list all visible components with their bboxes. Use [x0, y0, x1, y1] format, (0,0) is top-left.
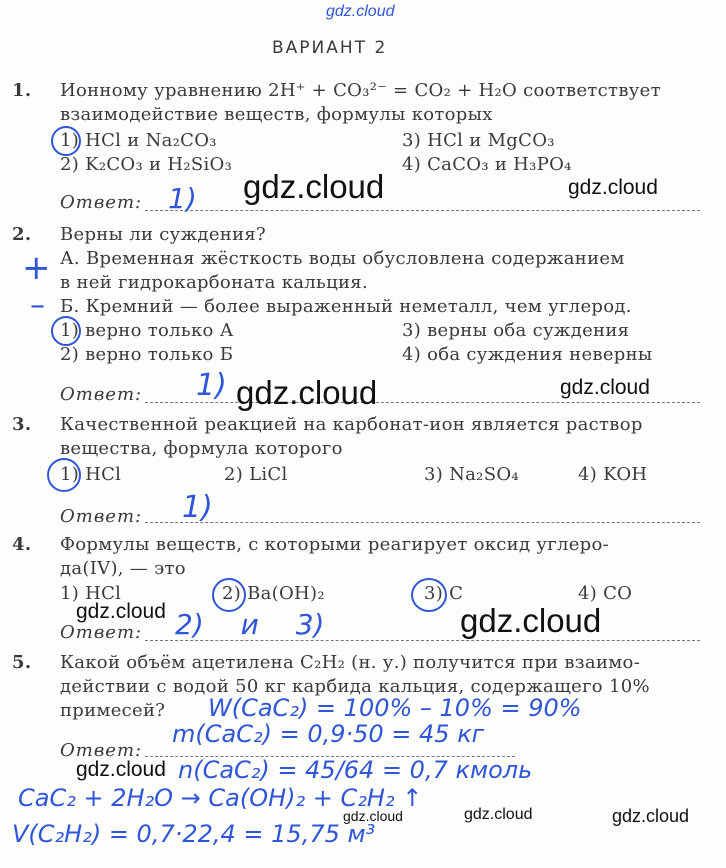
- question-5-handwritten-line-1: W(CaC₂) = 100% – 10% = 90%: [208, 694, 582, 722]
- question-4-handwritten-answer: 2) и 3): [175, 608, 325, 641]
- question-2-minus-mark: –: [30, 288, 45, 323]
- question-1-line-1: Ионному уравнению 2H⁺ + CO₃²⁻ = CO₂ + H₂O соответствует: [60, 80, 661, 101]
- question-5-handwritten-line-3: n(CaC₂) = 45/64 = 0,7 кмоль: [178, 756, 533, 784]
- question-3-line-2: вещества, формула которого: [60, 438, 343, 459]
- question-4-option-1: 1) HCl: [60, 583, 122, 604]
- question-5-answer-label: Ответ:: [60, 740, 143, 761]
- top-watermark: gdz.cloud: [326, 3, 395, 20]
- question-1-option-1: 1) HCl и Na₂CO₃: [60, 130, 217, 151]
- question-5-handwritten-line-5: V(C₂H₂) = 0,7·22,4 = 15,75 м³: [12, 820, 376, 848]
- question-2-line-3: в ней гидрокарбоната кальция.: [60, 272, 368, 293]
- question-2-line-1: Верны ли суждения?: [60, 224, 266, 245]
- question-3-option-2: 2) LiCl: [224, 464, 288, 485]
- question-4-option-3: 3) C: [424, 583, 464, 604]
- question-4-line-2: да(IV), — это: [60, 558, 186, 579]
- question-2-answer-line: [145, 402, 700, 403]
- question-2-selected-circle: [51, 316, 81, 346]
- question-5-handwritten-line-4: CaC₂ + 2H₂O → Ca(OH)₂ + C₂H₂ ↑: [18, 784, 423, 812]
- question-1-option-4: 4) CaCO₃ и H₃PO₄: [402, 154, 572, 175]
- question-3-option-3: 3) Na₂SO₄: [424, 464, 519, 485]
- question-3-selected-circle: [47, 458, 81, 492]
- question-3-option-1: 1) HCl: [60, 464, 122, 485]
- question-1-answer-label: Ответ:: [60, 192, 143, 213]
- question-4-line-1: Формулы веществ, с которыми реагирует оксид углеро-: [60, 534, 610, 555]
- question-2-line-4: Б. Кремний — более выраженный неметалл, чем углерод.: [60, 296, 632, 317]
- question-4-number: 4.: [12, 534, 32, 555]
- watermark-7: gdz.cloud: [76, 758, 166, 781]
- question-1-option-2: 2) K₂CO₃ и H₂SiO₃: [60, 154, 233, 175]
- question-4-option-2: 2) Ba(OH)₂: [222, 583, 325, 604]
- question-1-answer-line: [145, 210, 700, 211]
- question-1-number: 1.: [12, 80, 32, 101]
- question-4-option-4: 4) CO: [578, 583, 633, 604]
- question-3-handwritten-answer: 1): [182, 490, 213, 525]
- question-5-number: 5.: [12, 652, 32, 673]
- question-2-number: 2.: [12, 224, 32, 245]
- question-4-answer-label: Ответ:: [60, 622, 143, 643]
- question-3-answer-line: [145, 522, 700, 523]
- page-title: ВАРИАНТ 2: [272, 38, 388, 58]
- question-3-answer-label: Ответ:: [60, 506, 143, 527]
- watermark-2: gdz.cloud: [568, 176, 658, 199]
- watermark-1: gdz.cloud: [243, 168, 385, 205]
- question-5-line-3: примесей?: [60, 700, 166, 721]
- question-2-option-4: 4) оба суждения неверны: [402, 344, 653, 365]
- question-1-selected-circle: [51, 126, 81, 156]
- watermark-3: gdz.cloud: [236, 374, 378, 411]
- question-5-line-2: действии с водой 50 кг карбида кальция, содержащего 10%: [60, 676, 650, 697]
- question-2-option-1: 1) верно только А: [60, 320, 234, 341]
- question-1-handwritten-answer: 1): [168, 182, 197, 215]
- question-2-line-2: А. Временная жёсткость воды обусловлена содержанием: [60, 248, 625, 269]
- question-4-circle-option-2: [212, 578, 246, 612]
- question-2-option-2: 2) верно только Б: [60, 344, 234, 365]
- question-2-plus-mark: +: [22, 248, 51, 288]
- watermark-4: gdz.cloud: [560, 376, 650, 399]
- watermark-10: gdz.cloud: [612, 806, 690, 826]
- watermark-8: gdz.cloud: [343, 808, 403, 824]
- watermark-6: gdz.cloud: [460, 602, 602, 639]
- question-4-circle-option-3: [411, 578, 447, 612]
- watermark-5: gdz.cloud: [76, 600, 166, 623]
- question-2-option-3: 3) верны оба суждения: [402, 320, 630, 341]
- question-1-option-3: 3) HCl и MgCO₃: [402, 130, 555, 151]
- question-3-number: 3.: [12, 414, 32, 435]
- question-5-line-1: Какой объём ацетилена C₂H₂ (н. у.) получится при взаимо-: [60, 652, 641, 673]
- question-2-handwritten-answer: 1): [196, 368, 227, 403]
- question-3-line-1: Качественной реакцией на карбонат-ион является раствор: [60, 414, 643, 435]
- question-2-answer-label: Ответ:: [60, 384, 143, 405]
- question-3-option-4: 4) KOH: [578, 464, 648, 485]
- watermark-9: gdz.cloud: [464, 806, 533, 823]
- question-1-line-2: взаимодействие веществ, формулы которых: [60, 104, 493, 125]
- question-5-handwritten-line-2: m(CaC₂) = 0,9·50 = 45 кг: [172, 720, 485, 748]
